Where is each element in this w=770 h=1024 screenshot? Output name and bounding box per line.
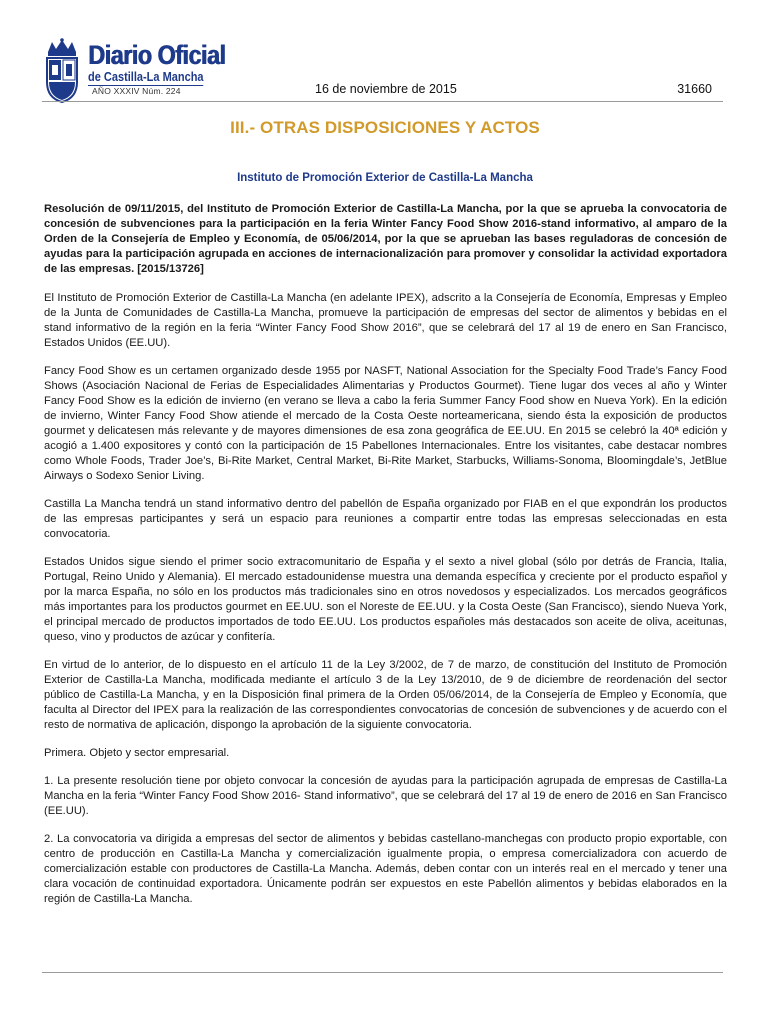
clause-heading: Primera. Objeto y sector empresarial. [44, 747, 230, 759]
year-issue: AÑO XXXIV Núm. 224 [92, 86, 181, 96]
publication-date: 16 de noviembre de 2015 [315, 82, 457, 96]
institute-name: Instituto de Promoción Exterior de Castilla-La Mancha [237, 172, 533, 184]
logo-title: Diario Oficial [88, 40, 226, 70]
paragraph: Estados Unidos sigue siendo el primer socio extracomunitario de España y el sexto a nivel global (sólo por detrás de Francia, Italia, Portugal, Reino Unido y Alemania). El mercado estadounidense muestra una demanda específica y creciente por el producto español y por la marca España, no sólo en los productos más tradicionales sino en otros novedosos y especializados. Los mercados geográficos más importantes para los productos gourmet en EE.UU. son el Noreste de EE.UU. y la Costa Oeste (San Francisco), siendo Nueva York, el principal mercado de productos importados de todo EE.UU. Los productos españoles más destacados son aceite de oliva, aceitunas, queso, vino y productos de azúcar y confitería. [44, 556, 727, 643]
document-body [44, 202, 727, 920]
resolution-title: Resolución de 09/11/2015, del Instituto de Promoción Exterior de Castilla-La Mancha, por la que se aprueba la convocatoria de concesión de subvenciones para la participación en la feria Winter Fancy Food Show 2016-stand informativo, al amparo de la Orden de la Consejería de Empleo y Economía, de 05/06/2014, por la que se aprueban las bases reguladoras de concesión de ayudas para la participación agrupada en acciones de internacionalización para promover y consolidar la actividad exportadora de las empresas. [2015/13726] [44, 203, 727, 275]
paragraph: El Instituto de Promoción Exterior de Castilla-La Mancha (en adelante IPEX), adscrito a la Consejería de Economía, Empresas y Empleo de la Junta de Comunidades de Castilla-La Mancha, promueve la participación de empresas del sector de alimentos y bebidas en el stand informativo de la región en la feria “Winter Fancy Food Show 2016”, que se celebrará del 17 al 19 de enero en San Francisco, Estados Unidos (EE.UU). [44, 292, 727, 349]
footer-divider [42, 972, 723, 973]
coat-of-arms-icon [42, 38, 82, 104]
paragraph: 1. La presente resolución tiene por objeto convocar la concesión de ayudas para la participación agrupada de empresas de Castilla-La Mancha en la feria “Winter Fancy Food Show 2016- Stand informativo”, que se celebrará del 17 al 19 de enero de 2016 en San Francisco (EE.UU). [44, 775, 727, 817]
paragraph: En virtud de lo anterior, de lo dispuesto en el artículo 11 de la Ley 3/2002, de 7 de marzo, de constitución del Instituto de Promoción Exterior de Castilla-La Mancha, modificada mediante el artículo 3 de la Ley 13/2010, de 9 de diciembre de reordenación del sector público de Castilla-La Mancha, y en la Disposición final primera de la Orden 05/06/2014, de la Consejería de Empleo y Economía, que faculta al Director del IPEX para la realización de las correspondientes convocatorias de concesión de subvenciones y de acuerdo con el resto de normativa de aplicación, dispongo la aprobación de la siguiente convocatoria. [44, 659, 727, 731]
logo-subtitle: de Castilla-La Mancha [88, 70, 204, 84]
paragraph: Fancy Food Show es un certamen organizado desde 1955 por NASFT, National Association for the Specialty Food Trade’s Fancy Food Shows (Asociación Nacional de Ferias de Especialidades Alimentarias y Productos Gourmet). Tiene lugar dos veces al año y Winter Fancy Food Show es la edición de invierno (en verano se lleva a cabo la feria Summer Fancy Food show en Nueva York). En la edición de invierno, Winter Fancy Food Show atiende el mercado de la Costa Oeste norteamericana, siendo ésta la exposición de productos gourmet y delicatesen más relevante y de mayores dimensiones de esa zona geográfica de EE.UU. En 2015 se celebró la 40ª edición y acogió a 1.400 expositores y contó con la participación de 15 Pabellones Internacionales. Entre los visitantes, cabe destacar nombres como Whole Foods, Trader Joe’s, Bi-Rite Market, Central Market, Bi-Rite Market, Starbucks, Williams-Sonoma, Bloomingdale’s, JetBlue Airways o Sodexo Senior Living. [44, 365, 727, 482]
paragraph: 2. La convocatoria va dirigida a empresas del sector de alimentos y bebidas castellano-manchegas con producto propio exportable, con centro de producción en Castilla-La Mancha y comercialización igualmente propia, o empresa comercializadora con acuerdo de comercialización estable con productores de Castilla-La Mancha. Además, deben contar con un interés real en el mercado y tener una clara vocación de continuidad exportadora. Únicamente podrán ser expuestos en este Pabellón alimentos y bebidas elaborados en la región de Castilla-La Mancha. [44, 833, 727, 905]
page-number: 31660 [677, 82, 712, 96]
section-title: III.- OTRAS DISPOSICIONES Y ACTOS [230, 118, 540, 137]
header-divider [42, 101, 723, 102]
document-header [42, 38, 722, 108]
paragraph: Castilla La Mancha tendrá un stand informativo dentro del pabellón de España organizado por FIAB en el que expondrán los productos de las empresas participantes y será un espacio para reuniones a compartir entre todas las empresas seleccionadas en esta convocatoria. [44, 498, 727, 540]
